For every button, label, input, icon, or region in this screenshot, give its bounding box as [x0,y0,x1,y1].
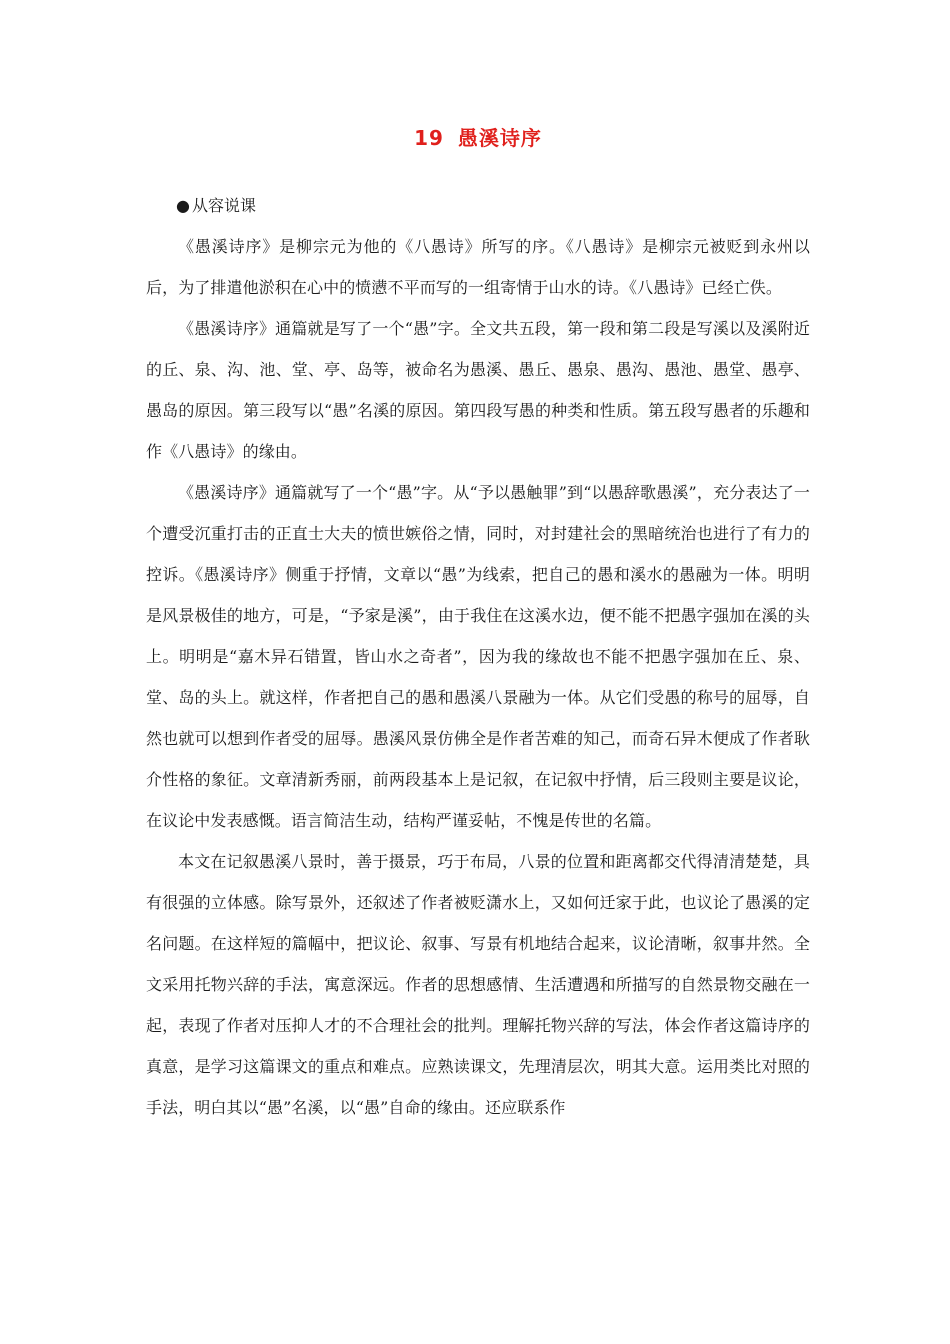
paragraph-3: 《愚溪诗序》通篇就写了一个“愚”字。从“予以愚触罪”到“以愚辞歌愚溪”，充分表达了一个遭受沉重打击的正直士大夫的愤世嫉俗之情，同时，对封建社会的黑暗统治也进行了有力的控诉。《愚溪诗序》侧重于抒情，文章以“愚”为线索，把自己的愚和溪水的愚融为一体。明明是风景极佳的地方，可是，“予家是溪”，由于我住在这溪水边，便不能不把愚字强加在溪的头上。明明是“嘉木异石错置，皆山水之奇者”，因为我的缘故也不能不把愚字强加在丘、泉、堂、岛的头上。就这样，作者把自己的愚和愚溪八景融为一体。从它们受愚的称号的屈辱，自然也就可以想到作者受的屈辱。愚溪风景仿佛全是作者苦难的知己，而奇石异木便成了作者耿介性格的象征。文章清新秀丽，前两段基本上是记叙，在记叙中抒情，后三段则主要是议论，在议论中发表感慨。语言简洁生动，结构严谨妥帖，不愧是传世的名篇。 [146,483,810,830]
paragraph-4: 本文在记叙愚溪八景时，善于摄景，巧于布局，八景的位置和距离都交代得清清楚楚，具有很强的立体感。除写景外，还叙述了作者被贬潇水上，又如何迁家于此，也议论了愚溪的定名问题。在这样短的篇幅中，把议论、叙事、写景有机地结合起来，议论清晰，叙事井然。全文采用托物兴辞的手法，寓意深远。作者的思想感情、生活遭遇和所描写的自然景物交融在一起，表现了作者对压抑人才的不合理社会的批判。理解托物兴辞的写法，体会作者这篇诗序的真意，是学习这篇课文的重点和难点。应熟读课文，先理清层次，明其大意。运用类比对照的手法，明白其以“愚”名溪，以“愚”自命的缘由。还应联系作 [146,852,810,1117]
section-heading [176,196,256,216]
page-title [146,122,810,151]
body-text [146,226,810,1128]
bullet-icon: ● [176,196,190,215]
paragraph-2: 《愚溪诗序》通篇就是写了一个“愚”字。全文共五段，第一段和第二段是写溪以及溪附近的丘、泉、沟、池、堂、亭、岛等，被命名为愚溪、愚丘、愚泉、愚沟、愚池、愚堂、愚亭、愚岛的原因。第三段写以“愚”名溪的原因。第四段写愚的种类和性质。第五段写愚者的乐趣和作《八愚诗》的缘由。 [146,319,810,461]
lesson-number: 19 [414,126,444,150]
lesson-title: 愚溪诗序 [457,126,542,150]
paragraph-1: 《愚溪诗序》是柳宗元为他的《八愚诗》所写的序。《八愚诗》是柳宗元被贬到永州以后，为了排遣他淤积在心中的愤懑不平而写的一组寄情于山水的诗。《八愚诗》已经亡佚。 [146,237,810,297]
section-label-text: 从容说课 [191,196,256,215]
